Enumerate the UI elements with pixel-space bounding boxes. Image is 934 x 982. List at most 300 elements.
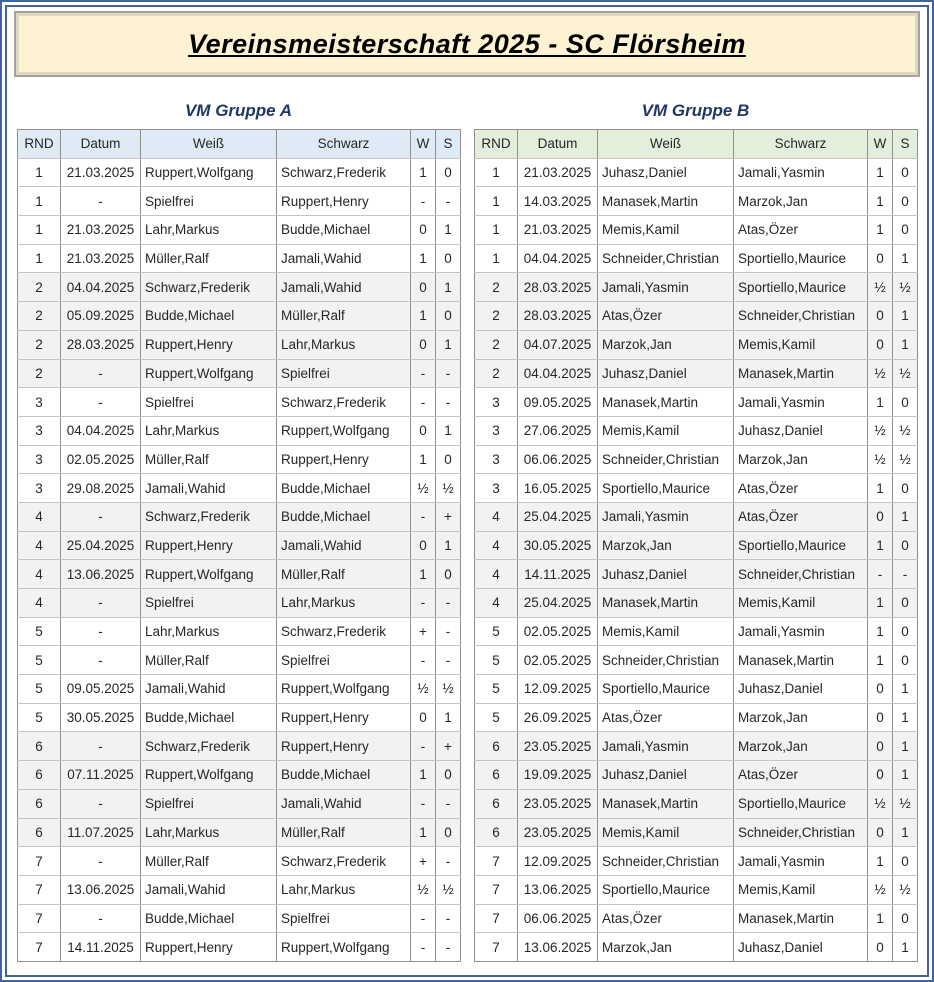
date-cell: 13.06.2025 <box>61 560 141 589</box>
date-cell: 13.06.2025 <box>518 875 598 904</box>
round-cell: 7 <box>475 904 518 933</box>
black-player-cell: Atas,Özer <box>734 216 868 245</box>
table-row <box>18 818 461 847</box>
black-result-cell: 0 <box>893 531 918 560</box>
column-header-black-result-cell: S <box>893 130 918 159</box>
date-cell: 23.05.2025 <box>518 789 598 818</box>
black-player-cell: Budde,Michael <box>277 474 411 503</box>
black-result-cell: 0 <box>436 761 461 790</box>
white-result-cell: 1 <box>868 847 893 876</box>
white-result-cell: - <box>411 359 436 388</box>
black-result-cell: - <box>436 646 461 675</box>
table-row <box>475 302 918 331</box>
white-result-cell: 1 <box>411 158 436 187</box>
round-cell: 5 <box>18 646 61 675</box>
table-row <box>18 216 461 245</box>
date-cell: 13.06.2025 <box>518 933 598 962</box>
round-cell: 1 <box>18 158 61 187</box>
group-b-table <box>474 129 918 962</box>
black-result-cell: ½ <box>436 875 461 904</box>
black-player-cell: Lahr,Markus <box>277 330 411 359</box>
table-row <box>18 675 461 704</box>
white-result-cell: ½ <box>868 273 893 302</box>
round-cell: 2 <box>475 330 518 359</box>
white-result-cell: 1 <box>411 244 436 273</box>
table-row <box>18 646 461 675</box>
date-cell: 04.04.2025 <box>518 359 598 388</box>
white-result-cell: 1 <box>411 302 436 331</box>
column-header-date-cell: Datum <box>518 130 598 159</box>
black-result-cell: 1 <box>893 330 918 359</box>
black-player-cell: Budde,Michael <box>277 761 411 790</box>
date-cell: 04.04.2025 <box>61 273 141 302</box>
white-result-cell: 1 <box>411 445 436 474</box>
table-row <box>18 589 461 618</box>
white-result-cell: 1 <box>868 589 893 618</box>
table-row <box>18 445 461 474</box>
table-row <box>18 187 461 216</box>
black-player-cell: Spielfrei <box>277 359 411 388</box>
group-a-tbody <box>18 158 461 961</box>
black-player-cell: Budde,Michael <box>277 502 411 531</box>
column-header-black-result-cell: S <box>436 130 461 159</box>
white-result-cell: 0 <box>411 273 436 302</box>
table-row <box>18 703 461 732</box>
white-player-cell: Schwarz,Frederik <box>141 502 277 531</box>
table-row <box>18 474 461 503</box>
round-cell: 2 <box>18 359 61 388</box>
round-cell: 5 <box>18 617 61 646</box>
white-player-cell: Budde,Michael <box>141 904 277 933</box>
round-cell: 3 <box>18 416 61 445</box>
round-cell: 4 <box>475 502 518 531</box>
white-result-cell: 0 <box>411 330 436 359</box>
white-result-cell: + <box>411 617 436 646</box>
white-result-cell: - <box>411 904 436 933</box>
round-cell: 2 <box>18 273 61 302</box>
white-result-cell: 0 <box>411 416 436 445</box>
round-cell: 5 <box>18 703 61 732</box>
white-result-cell: ½ <box>868 416 893 445</box>
white-player-cell: Budde,Michael <box>141 703 277 732</box>
white-result-cell: - <box>868 560 893 589</box>
date-cell: - <box>61 589 141 618</box>
table-row <box>475 675 918 704</box>
date-cell: 28.03.2025 <box>518 302 598 331</box>
black-result-cell: 0 <box>893 646 918 675</box>
round-cell: 6 <box>475 818 518 847</box>
group-a-heading: VM Gruppe A <box>184 101 293 120</box>
black-result-cell: 0 <box>893 847 918 876</box>
date-cell: 21.03.2025 <box>61 244 141 273</box>
white-result-cell: 0 <box>868 244 893 273</box>
black-result-cell: + <box>436 732 461 761</box>
black-player-cell: Sportiello,Maurice <box>734 531 868 560</box>
white-player-cell: Ruppert,Henry <box>141 330 277 359</box>
white-result-cell: + <box>411 847 436 876</box>
date-cell: 21.03.2025 <box>518 158 598 187</box>
date-cell: 21.03.2025 <box>61 216 141 245</box>
black-player-cell: Schneider,Christian <box>734 560 868 589</box>
round-cell: 7 <box>18 847 61 876</box>
black-result-cell: 0 <box>893 388 918 417</box>
round-cell: 4 <box>475 589 518 618</box>
date-cell: 12.09.2025 <box>518 675 598 704</box>
date-cell: 13.06.2025 <box>61 875 141 904</box>
date-cell: - <box>61 388 141 417</box>
round-cell: 6 <box>18 761 61 790</box>
date-cell: 25.04.2025 <box>61 531 141 560</box>
table-row <box>475 244 918 273</box>
round-cell: 6 <box>18 818 61 847</box>
black-result-cell: - <box>436 933 461 962</box>
table-row <box>18 933 461 962</box>
round-cell: 7 <box>18 875 61 904</box>
black-result-cell: - <box>893 560 918 589</box>
white-result-cell: - <box>411 732 436 761</box>
black-player-cell: Müller,Ralf <box>277 302 411 331</box>
black-player-cell: Schwarz,Frederik <box>277 617 411 646</box>
table-row <box>18 388 461 417</box>
white-player-cell: Müller,Ralf <box>141 847 277 876</box>
white-result-cell: ½ <box>868 359 893 388</box>
table-row <box>475 474 918 503</box>
black-player-cell: Jamali,Yasmin <box>734 158 868 187</box>
table-row <box>475 617 918 646</box>
groups-container <box>14 101 920 962</box>
round-cell: 3 <box>18 388 61 417</box>
round-cell: 1 <box>18 187 61 216</box>
white-result-cell: 1 <box>868 388 893 417</box>
white-result-cell: 1 <box>868 531 893 560</box>
white-result-cell: 0 <box>868 502 893 531</box>
date-cell: 05.09.2025 <box>61 302 141 331</box>
table-row <box>475 875 918 904</box>
black-player-cell: Ruppert,Wolfgang <box>277 933 411 962</box>
date-cell: - <box>61 187 141 216</box>
round-cell: 6 <box>475 761 518 790</box>
white-result-cell: 1 <box>411 761 436 790</box>
date-cell: 14.11.2025 <box>518 560 598 589</box>
black-player-cell: Jamali,Yasmin <box>734 617 868 646</box>
table-row <box>475 703 918 732</box>
white-player-cell: Schwarz,Frederik <box>141 732 277 761</box>
round-cell: 5 <box>475 675 518 704</box>
column-header-round-cell: RND <box>475 130 518 159</box>
date-cell: - <box>61 646 141 675</box>
white-player-cell: Schwarz,Frederik <box>141 273 277 302</box>
white-result-cell: 0 <box>868 761 893 790</box>
group-a-section <box>17 101 460 962</box>
black-player-cell: Atas,Özer <box>734 502 868 531</box>
date-cell: 30.05.2025 <box>518 531 598 560</box>
black-result-cell: - <box>436 847 461 876</box>
column-header-white-player-cell: Weiß <box>141 130 277 159</box>
black-player-cell: Manasek,Martin <box>734 646 868 675</box>
black-player-cell: Spielfrei <box>277 904 411 933</box>
white-result-cell: - <box>411 388 436 417</box>
white-player-cell: Sportiello,Maurice <box>598 474 734 503</box>
round-cell: 3 <box>475 474 518 503</box>
round-cell: 6 <box>475 732 518 761</box>
group-b-tbody <box>475 158 918 961</box>
white-result-cell: ½ <box>868 875 893 904</box>
black-result-cell: 1 <box>436 531 461 560</box>
black-player-cell: Ruppert,Wolfgang <box>277 416 411 445</box>
white-player-cell: Manasek,Martin <box>598 187 734 216</box>
date-cell: 02.05.2025 <box>61 445 141 474</box>
round-cell: 1 <box>475 158 518 187</box>
black-player-cell: Jamali,Wahid <box>277 531 411 560</box>
date-cell: 28.03.2025 <box>61 330 141 359</box>
black-result-cell: 1 <box>436 273 461 302</box>
round-cell: 3 <box>18 445 61 474</box>
round-cell: 4 <box>475 531 518 560</box>
round-cell: 5 <box>475 617 518 646</box>
date-cell: 14.11.2025 <box>61 933 141 962</box>
date-cell: 14.03.2025 <box>518 187 598 216</box>
black-result-cell: 0 <box>893 904 918 933</box>
black-result-cell: 1 <box>893 502 918 531</box>
black-result-cell: 0 <box>893 158 918 187</box>
black-player-cell: Memis,Kamil <box>734 589 868 618</box>
black-player-cell: Müller,Ralf <box>277 818 411 847</box>
black-player-cell: Juhasz,Daniel <box>734 933 868 962</box>
black-player-cell: Ruppert,Wolfgang <box>277 675 411 704</box>
white-player-cell: Spielfrei <box>141 589 277 618</box>
white-player-cell: Memis,Kamil <box>598 416 734 445</box>
group-a-table <box>17 129 461 962</box>
black-result-cell: ½ <box>893 359 918 388</box>
table-row <box>475 187 918 216</box>
white-player-cell: Sportiello,Maurice <box>598 675 734 704</box>
white-player-cell: Sportiello,Maurice <box>598 875 734 904</box>
black-player-cell: Jamali,Wahid <box>277 273 411 302</box>
black-result-cell: ½ <box>893 875 918 904</box>
white-player-cell: Ruppert,Wolfgang <box>141 761 277 790</box>
black-player-cell: Müller,Ralf <box>277 560 411 589</box>
black-player-cell: Sportiello,Maurice <box>734 789 868 818</box>
black-player-cell: Atas,Özer <box>734 761 868 790</box>
white-player-cell: Jamali,Wahid <box>141 875 277 904</box>
round-cell: 7 <box>18 904 61 933</box>
table-row <box>475 646 918 675</box>
white-result-cell: 1 <box>411 560 436 589</box>
round-cell: 2 <box>475 302 518 331</box>
white-result-cell: 0 <box>868 732 893 761</box>
black-result-cell: - <box>436 388 461 417</box>
white-player-cell: Marzok,Jan <box>598 531 734 560</box>
black-player-cell: Ruppert,Henry <box>277 732 411 761</box>
date-cell: - <box>61 904 141 933</box>
round-cell: 1 <box>18 216 61 245</box>
white-player-cell: Spielfrei <box>141 187 277 216</box>
date-cell: 19.09.2025 <box>518 761 598 790</box>
table-row <box>18 531 461 560</box>
white-result-cell: 0 <box>868 330 893 359</box>
white-player-cell: Ruppert,Henry <box>141 933 277 962</box>
date-cell: - <box>61 359 141 388</box>
round-cell: 5 <box>475 646 518 675</box>
black-result-cell: 0 <box>436 445 461 474</box>
black-player-cell: Sportiello,Maurice <box>734 273 868 302</box>
table-row <box>18 904 461 933</box>
date-cell: 04.04.2025 <box>61 416 141 445</box>
table-row <box>475 158 918 187</box>
column-header-white-result-cell: W <box>868 130 893 159</box>
table-row <box>18 847 461 876</box>
white-player-cell: Manasek,Martin <box>598 589 734 618</box>
black-result-cell: 0 <box>893 589 918 618</box>
black-result-cell: 1 <box>436 416 461 445</box>
white-player-cell: Atas,Özer <box>598 302 734 331</box>
black-player-cell: Marzok,Jan <box>734 732 868 761</box>
black-result-cell: ½ <box>893 273 918 302</box>
white-result-cell: ½ <box>411 875 436 904</box>
round-cell: 6 <box>18 732 61 761</box>
white-player-cell: Manasek,Martin <box>598 789 734 818</box>
date-cell: 06.06.2025 <box>518 904 598 933</box>
white-player-cell: Schneider,Christian <box>598 244 734 273</box>
black-result-cell: 0 <box>436 302 461 331</box>
date-cell: 27.06.2025 <box>518 416 598 445</box>
white-player-cell: Atas,Özer <box>598 703 734 732</box>
date-cell: 28.03.2025 <box>518 273 598 302</box>
table-row <box>475 560 918 589</box>
black-player-cell: Marzok,Jan <box>734 703 868 732</box>
white-result-cell: 1 <box>868 474 893 503</box>
black-result-cell: + <box>436 502 461 531</box>
black-result-cell: - <box>436 789 461 818</box>
date-cell: 16.05.2025 <box>518 474 598 503</box>
round-cell: 2 <box>18 330 61 359</box>
table-row <box>18 273 461 302</box>
black-result-cell: 0 <box>893 187 918 216</box>
black-player-cell: Jamali,Wahid <box>277 244 411 273</box>
black-result-cell: 1 <box>436 216 461 245</box>
white-player-cell: Lahr,Markus <box>141 216 277 245</box>
table-row <box>18 560 461 589</box>
white-result-cell: 0 <box>868 675 893 704</box>
white-result-cell: 1 <box>868 158 893 187</box>
black-player-cell: Juhasz,Daniel <box>734 675 868 704</box>
black-result-cell: 0 <box>436 244 461 273</box>
white-result-cell: - <box>411 589 436 618</box>
black-player-cell: Juhasz,Daniel <box>734 416 868 445</box>
round-cell: 1 <box>18 244 61 273</box>
black-result-cell: ½ <box>893 445 918 474</box>
black-player-cell: Lahr,Markus <box>277 589 411 618</box>
black-result-cell: - <box>436 589 461 618</box>
black-result-cell: 0 <box>436 158 461 187</box>
black-result-cell: 1 <box>436 330 461 359</box>
black-player-cell: Memis,Kamil <box>734 875 868 904</box>
table-row <box>475 388 918 417</box>
table-row <box>475 732 918 761</box>
date-cell: 23.05.2025 <box>518 818 598 847</box>
white-player-cell: Jamali,Yasmin <box>598 732 734 761</box>
white-player-cell: Memis,Kamil <box>598 216 734 245</box>
group-b-heading: VM Gruppe B <box>641 101 750 120</box>
white-result-cell: 0 <box>411 703 436 732</box>
black-player-cell: Schneider,Christian <box>734 302 868 331</box>
date-cell: 02.05.2025 <box>518 646 598 675</box>
black-result-cell: 1 <box>893 761 918 790</box>
round-cell: 1 <box>475 216 518 245</box>
white-result-cell: 1 <box>868 904 893 933</box>
date-cell: - <box>61 617 141 646</box>
date-cell: 04.04.2025 <box>518 244 598 273</box>
black-player-cell: Schwarz,Frederik <box>277 847 411 876</box>
black-result-cell: 1 <box>893 244 918 273</box>
table-row <box>18 244 461 273</box>
table-row <box>475 589 918 618</box>
white-result-cell: ½ <box>868 445 893 474</box>
white-player-cell: Manasek,Martin <box>598 388 734 417</box>
date-cell: 12.09.2025 <box>518 847 598 876</box>
black-player-cell: Manasek,Martin <box>734 359 868 388</box>
round-cell: 3 <box>475 445 518 474</box>
white-result-cell: 1 <box>868 617 893 646</box>
black-player-cell: Spielfrei <box>277 646 411 675</box>
white-player-cell: Schneider,Christian <box>598 646 734 675</box>
date-cell: 02.05.2025 <box>518 617 598 646</box>
table-row <box>18 330 461 359</box>
table-row <box>475 933 918 962</box>
table-row <box>18 761 461 790</box>
white-player-cell: Spielfrei <box>141 789 277 818</box>
white-player-cell: Memis,Kamil <box>598 617 734 646</box>
round-cell: 4 <box>475 560 518 589</box>
date-cell: 25.04.2025 <box>518 502 598 531</box>
table-row <box>475 847 918 876</box>
black-player-cell: Jamali,Yasmin <box>734 388 868 417</box>
white-result-cell: 1 <box>868 187 893 216</box>
page-title: Vereinsmeisterschaft 2025 - SC Flörsheim <box>188 28 746 59</box>
white-result-cell: ½ <box>868 789 893 818</box>
round-cell: 2 <box>475 359 518 388</box>
date-cell: 23.05.2025 <box>518 732 598 761</box>
white-player-cell: Marzok,Jan <box>598 330 734 359</box>
round-cell: 4 <box>18 502 61 531</box>
white-result-cell: 0 <box>868 302 893 331</box>
white-player-cell: Atas,Özer <box>598 904 734 933</box>
black-player-cell: Jamali,Wahid <box>277 789 411 818</box>
black-result-cell: ½ <box>436 474 461 503</box>
black-player-cell: Ruppert,Henry <box>277 703 411 732</box>
white-player-cell: Lahr,Markus <box>141 818 277 847</box>
white-player-cell: Jamali,Yasmin <box>598 502 734 531</box>
white-player-cell: Marzok,Jan <box>598 933 734 962</box>
black-result-cell: 0 <box>893 216 918 245</box>
table-row <box>475 216 918 245</box>
column-header-white-player-cell: Weiß <box>598 130 734 159</box>
column-header-black-player-cell: Schwarz <box>277 130 411 159</box>
round-cell: 5 <box>18 675 61 704</box>
black-result-cell: 1 <box>893 703 918 732</box>
white-player-cell: Müller,Ralf <box>141 646 277 675</box>
date-cell: 11.07.2025 <box>61 818 141 847</box>
white-player-cell: Juhasz,Daniel <box>598 761 734 790</box>
date-cell: - <box>61 789 141 818</box>
white-result-cell: ½ <box>411 675 436 704</box>
round-cell: 1 <box>475 187 518 216</box>
black-result-cell: 1 <box>436 703 461 732</box>
white-result-cell: ½ <box>411 474 436 503</box>
black-player-cell: Atas,Özer <box>734 474 868 503</box>
black-result-cell: 1 <box>893 818 918 847</box>
date-cell: - <box>61 732 141 761</box>
